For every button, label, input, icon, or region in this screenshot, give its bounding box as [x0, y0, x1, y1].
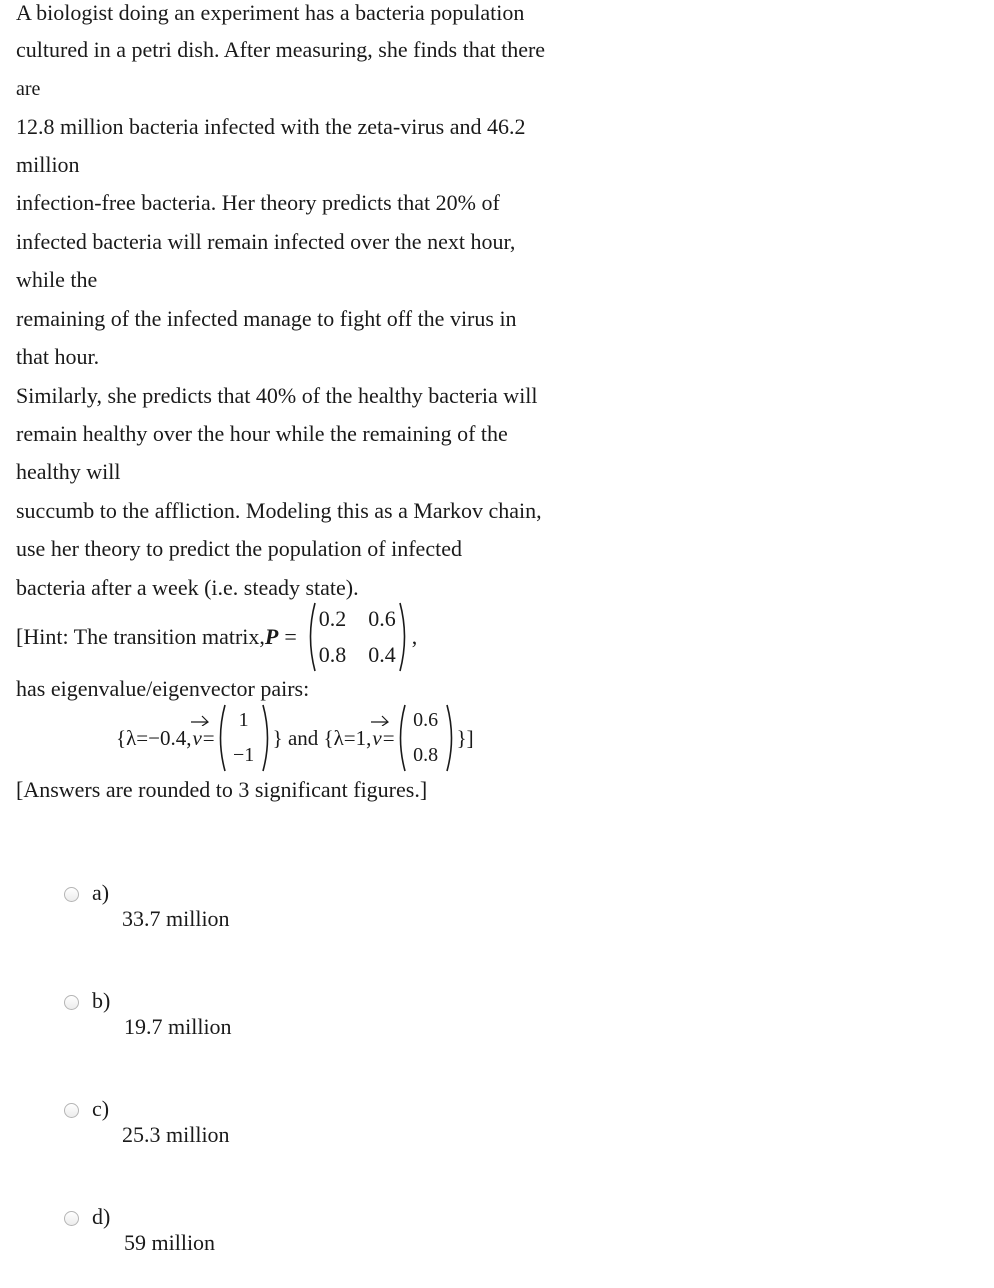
answer-option-d[interactable]: [64, 1204, 464, 1288]
hint-suffix: ,: [411, 624, 418, 649]
rounding-note: [Answers are rounded to 3 significant figures.]: [16, 777, 428, 802]
vector-symbol: [192, 726, 201, 751]
question-line: remain healthy over the hour while the remaining of the: [16, 421, 508, 446]
matrix-cell: 0.2: [318, 606, 347, 631]
right-paren: [261, 703, 273, 773]
vector-letter: v: [372, 725, 382, 750]
hint-prefix: [Hint: The transition matrix,: [16, 624, 265, 649]
question-line: Similarly, she predicts that 40% of the healthy bacteria will: [16, 383, 538, 408]
question-line: A biologist doing an experiment has a bacteria population: [16, 0, 525, 25]
left-paren: [215, 703, 227, 773]
transition-matrix: [305, 601, 410, 673]
question-line: bacteria after a week (i.e. steady state).: [16, 575, 359, 600]
eigen-intro: has eigenvalue/eigenvector pairs:: [16, 676, 310, 701]
vector-letter: v: [192, 725, 202, 750]
radio-button[interactable]: [64, 995, 79, 1010]
vector-cell: 0.8: [413, 744, 439, 766]
eigenvector-1: [215, 703, 273, 773]
question-line: infection-free bacteria. Her theory predicts that 20% of: [16, 190, 500, 215]
question-line: cultured in a petri dish. After measuring, she finds that there: [16, 37, 546, 62]
option-value: 59 million: [124, 1230, 216, 1255]
pair1-open: {λ=−0.4,: [116, 725, 192, 750]
pair2-close: }]: [456, 725, 474, 750]
question-line: use her theory to predict the population of infected: [16, 536, 462, 561]
radio-button[interactable]: [64, 1103, 79, 1118]
radio-button[interactable]: [64, 1211, 79, 1226]
vector-symbol: [372, 726, 381, 751]
pair2-open: {λ=1,: [323, 725, 372, 750]
matrix-cell: 0.4: [368, 642, 396, 667]
question-line: 12.8 million bacteria infected with the zeta-virus and 46.2: [16, 114, 526, 139]
option-value: 33.7 million: [122, 906, 230, 931]
answer-option-a[interactable]: [64, 880, 464, 964]
option-value: 19.7 million: [124, 1014, 232, 1039]
option-letter: c): [92, 1096, 110, 1121]
matrix-symbol: P: [264, 624, 279, 649]
vector-cell: 1: [238, 709, 249, 731]
question-line: infected bacteria will remain infected over the next hour,: [16, 229, 516, 254]
vector-arrow-icon: [189, 712, 211, 726]
vector-arrow-icon: [369, 712, 391, 726]
option-value: 25.3 million: [122, 1122, 230, 1147]
option-letter: d): [92, 1204, 111, 1229]
question-line: million: [16, 152, 80, 177]
question-line: remaining of the infected manage to fight off the virus in: [16, 306, 517, 331]
right-paren: [398, 601, 410, 673]
question-line: are: [16, 78, 41, 100]
pair1-eq: =: [202, 725, 215, 750]
option-letter: a): [92, 880, 110, 905]
pair2-eq: =: [382, 725, 395, 750]
matrix-equals: =: [284, 624, 297, 649]
right-paren: [445, 703, 457, 773]
question-line: that hour.: [16, 344, 100, 369]
eigen-pairs: [116, 702, 474, 774]
pair1-close: }: [272, 725, 283, 750]
radio-button[interactable]: [64, 887, 79, 902]
eigenvector-2: [395, 703, 457, 773]
question-line: while the: [16, 267, 98, 292]
answer-option-c[interactable]: [64, 1096, 464, 1180]
left-paren: [395, 703, 407, 773]
left-paren: [305, 601, 317, 673]
question-line: healthy will: [16, 459, 121, 484]
vector-cell: 0.6: [413, 709, 439, 731]
matrix-cell: 0.6: [368, 606, 396, 631]
hint-transition-matrix: [16, 600, 417, 674]
matrix-cell: 0.8: [318, 642, 347, 667]
answer-option-b[interactable]: [64, 988, 464, 1072]
and-text: and: [282, 725, 324, 750]
option-letter: b): [92, 988, 111, 1013]
vector-cell: −1: [232, 744, 255, 766]
question-line: succumb to the affliction. Modeling this as a Markov chain,: [16, 498, 542, 523]
